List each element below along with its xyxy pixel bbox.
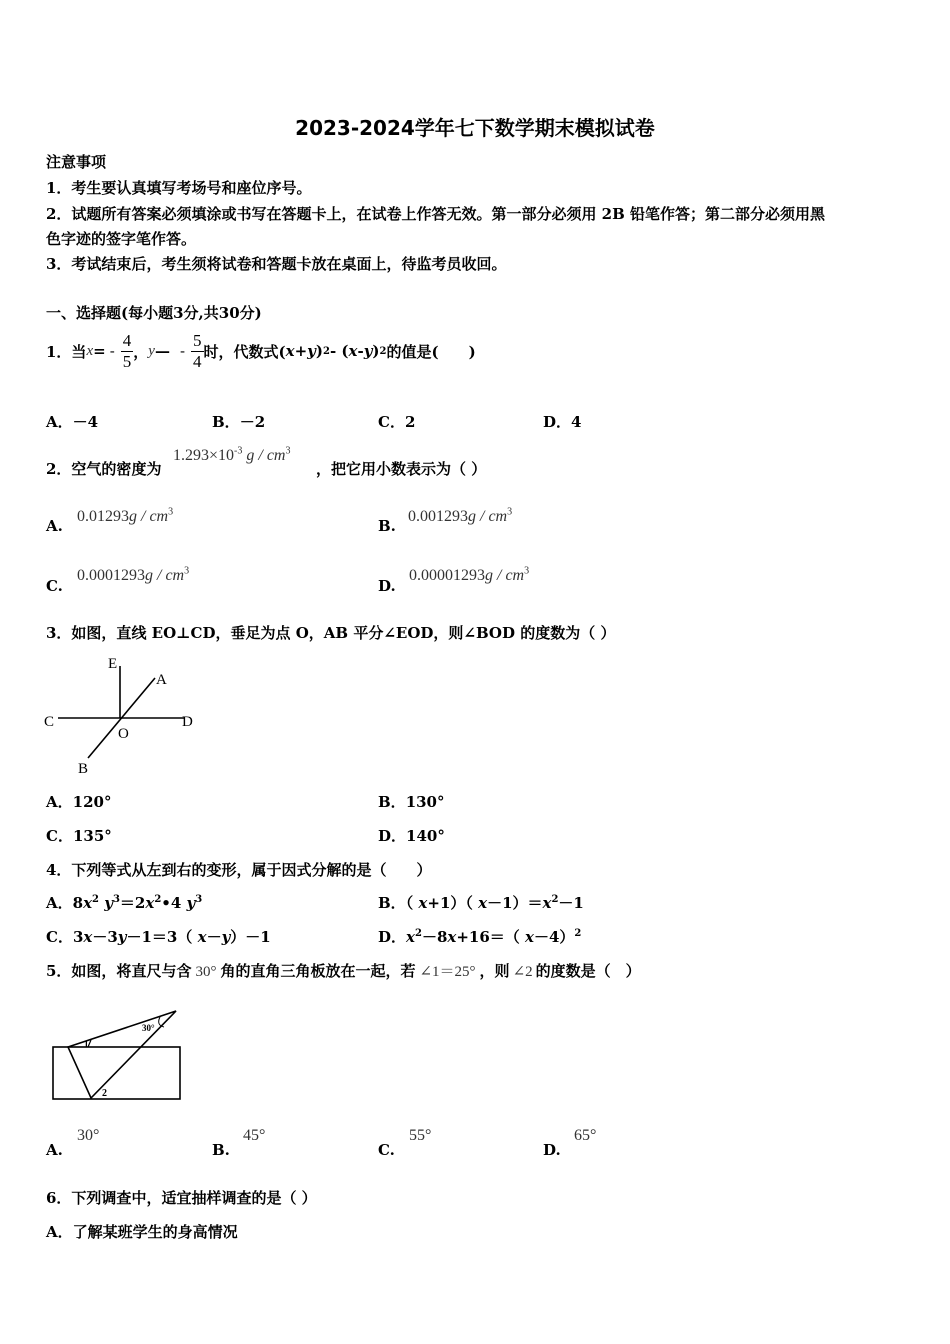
var: x — [418, 894, 428, 912]
label-o: O — [118, 726, 129, 742]
q5-figure — [46, 1005, 186, 1105]
option-value: 了解某班学生的身高情况 — [72, 1223, 238, 1241]
question-3: 3．如图，直线 EO⊥CD，垂足为点 O，AB 平分∠EOD，则∠BOD 的度数为（ ） — [46, 624, 616, 642]
q4-option-d[interactable] — [378, 926, 581, 947]
label-30deg: 30° — [142, 1023, 155, 1033]
term: +16＝（ — [456, 928, 525, 946]
label-c: C — [44, 714, 55, 730]
q2-option-a-label[interactable]: A. — [46, 517, 63, 535]
q1-y-var: y — [148, 342, 155, 359]
q1-x-var: x — [86, 342, 94, 359]
q1-sq1: 2 — [323, 345, 330, 357]
option-label: C． — [46, 827, 73, 845]
q1-expr-x2: x — [348, 342, 358, 360]
term: － — [206, 928, 222, 946]
q2-option-c-value — [77, 565, 189, 585]
q1-y-eq: — — [154, 342, 170, 360]
term: ）－1 — [230, 928, 271, 946]
q5-angle1: ∠1＝25° — [419, 964, 476, 980]
label-b: B — [78, 761, 89, 777]
q5-option-d-value: 65° — [574, 1127, 597, 1144]
q5-option-d-label[interactable]: D. — [543, 1141, 561, 1159]
option-exp: 3 — [507, 506, 513, 518]
option-unit: g / cm — [129, 508, 169, 525]
q1-eq: = — [93, 342, 106, 360]
option-label: B． — [212, 413, 240, 431]
q2-density — [173, 445, 290, 465]
notice-item-1: 1．考生要认真填写考场号和座位序号。 — [46, 179, 312, 197]
option-label: B． — [378, 793, 406, 811]
exp: 2 — [92, 894, 99, 905]
q5-option-b-label[interactable]: B. — [212, 1141, 230, 1159]
option-value: 0.001293 — [408, 508, 468, 525]
option-value: 130° — [405, 793, 445, 811]
label-d: D — [182, 714, 193, 730]
term: 3 — [72, 928, 84, 946]
q1-x-fraction — [121, 331, 134, 372]
exp: 2 — [154, 894, 162, 905]
label-2: 2 — [102, 1088, 107, 1099]
option-exp: 3 — [524, 565, 530, 577]
q2-option-b-value — [408, 506, 512, 526]
q1-comma: ， — [133, 342, 149, 361]
term: －1＝3（ — [126, 928, 198, 946]
q1-x-den: 5 — [122, 351, 132, 371]
term: －8 — [421, 928, 448, 946]
option-unit: g / cm — [468, 508, 508, 525]
term: +1）（ — [427, 894, 479, 912]
option-label: D． — [543, 413, 572, 431]
var: x — [447, 928, 457, 946]
q2-suffix: ，把它用小数表示为（ ） — [316, 460, 487, 478]
notice-item-2-cont: 色字迹的签字笔作答。 — [46, 230, 197, 248]
q2-density-base: 1.293×10 — [173, 447, 235, 464]
q1-expr-y: y — [307, 342, 316, 360]
q2-unit: g / cm — [242, 447, 286, 464]
q1-y-num: 5 — [193, 330, 202, 350]
var: x — [525, 928, 534, 946]
q3-option-c[interactable] — [46, 825, 112, 846]
q2-unit-exp: 3 — [285, 445, 291, 457]
q6-option-a[interactable] — [46, 1221, 238, 1242]
var: x — [83, 894, 93, 912]
label-a: A — [156, 672, 167, 688]
var: y — [221, 928, 231, 946]
q5-prefix: 5．如图，将直尺与含 — [46, 962, 192, 980]
q5-angle2: ∠2 — [512, 964, 533, 980]
q5-option-c-label[interactable]: C. — [378, 1141, 395, 1159]
option-unit: g / cm — [485, 567, 525, 584]
exp: 2 — [574, 928, 582, 939]
option-value: 2 — [404, 413, 416, 431]
var: y — [186, 894, 196, 912]
question-5 — [46, 960, 641, 981]
var: x — [83, 928, 93, 946]
option-unit: g / cm — [145, 567, 185, 584]
term: －4） — [533, 928, 575, 946]
q2-option-d-label[interactable]: D. — [378, 577, 396, 595]
term: －1）＝ — [487, 894, 543, 912]
q5-option-c-value: 55° — [409, 1127, 432, 1144]
q5-option-a-value: 30° — [77, 1127, 100, 1144]
q1-expr-x: x — [285, 342, 295, 360]
option-label: B． — [378, 894, 406, 912]
option-value: 140° — [406, 827, 445, 845]
q1-suffix: 的值是( ) — [386, 342, 476, 361]
option-label: A． — [46, 894, 73, 912]
var: x — [478, 894, 488, 912]
q1-prefix: 1．当 — [46, 342, 87, 361]
q2-option-d-value — [409, 565, 529, 585]
q1-option-a[interactable] — [46, 411, 98, 432]
q2-option-c-label[interactable]: C. — [46, 577, 63, 595]
q1-x-num: 4 — [122, 330, 132, 350]
option-label: C． — [46, 928, 73, 946]
question-6: 6．下列调查中，适宜抽样调查的是（ ） — [46, 1189, 317, 1207]
q5-mid: 角的直角三角板放在一起，若 — [220, 962, 416, 980]
q1-expr-y2: y — [363, 342, 373, 360]
q1-y-fraction — [191, 331, 204, 372]
q5-deg: 30° — [195, 964, 217, 980]
q4-option-a[interactable] — [46, 892, 202, 913]
option-label: D． — [378, 827, 407, 845]
q1-x-sign: - — [109, 342, 115, 360]
option-value: 0.01293 — [77, 508, 129, 525]
page-title: 2023-2024学年七下数学期末模拟试卷 — [295, 116, 655, 140]
option-exp: 3 — [168, 506, 174, 518]
q1-option-c[interactable] — [378, 411, 415, 432]
option-value: －4 — [72, 413, 99, 431]
section-heading: 一、选择题(每小题3分,共30分) — [46, 304, 262, 322]
notice-heading: 注意事项 — [46, 153, 107, 171]
q3-figure — [40, 650, 210, 780]
label-e: E — [108, 656, 118, 672]
term: 8 — [72, 894, 84, 912]
var: x — [542, 894, 552, 912]
q4-option-b[interactable] — [378, 892, 584, 913]
q3-option-a[interactable] — [46, 791, 111, 812]
exp: 3 — [112, 894, 120, 905]
var: x — [406, 928, 415, 946]
term: －1 — [558, 894, 584, 912]
term: ＝2 — [119, 894, 146, 912]
q1-option-b[interactable] — [212, 411, 265, 432]
term: •4 — [161, 894, 187, 912]
q5-option-a-label[interactable]: A. — [46, 1141, 63, 1159]
q1-option-d[interactable] — [543, 411, 581, 432]
q1-expr-minus: - ( — [329, 342, 349, 360]
notice-item-3: 3．考试结束后，考生须将试卷和答题卡放在桌面上，待监考员收回。 — [46, 255, 507, 273]
q2-prefix: 2．空气的密度为 — [46, 460, 162, 478]
option-value: 135° — [72, 827, 112, 845]
option-label: A． — [46, 1223, 73, 1241]
var: x — [145, 894, 155, 912]
option-value: 0.00001293 — [409, 567, 485, 584]
q1-expr-plus: + — [294, 342, 308, 360]
q3-option-b[interactable] — [378, 791, 445, 812]
q1-sq2: 2 — [379, 345, 387, 357]
q1-expr-minus2: - — [357, 342, 364, 360]
var: y — [117, 928, 127, 946]
notice-item-2: 2．试题所有答案必须填涂或书写在答题卡上，在试卷上作答无效。第一部分必须用 2B 铅笔作答；第二部分必须用黑 — [46, 205, 826, 223]
exp: 2 — [414, 928, 422, 939]
term: （ — [405, 894, 419, 912]
option-label: D． — [378, 928, 407, 946]
term: －3 — [92, 928, 118, 946]
option-label: A． — [46, 413, 73, 431]
q5-suffix: 的度数是（ ） — [535, 962, 641, 980]
question-1 — [46, 326, 476, 376]
option-value: －2 — [239, 413, 266, 431]
q3-option-d[interactable] — [378, 825, 445, 846]
exp: 2 — [551, 894, 559, 905]
option-label: C． — [378, 413, 405, 431]
question-4: 4．下列等式从左到右的变形，属于因式分解的是（ ） — [46, 861, 432, 879]
q1-expr-close2: ) — [372, 342, 380, 360]
option-value: 4 — [571, 413, 582, 431]
option-exp: 3 — [184, 565, 190, 577]
q2-option-a-value — [77, 506, 173, 526]
q1-y-den: 4 — [193, 351, 202, 371]
angle30-arc — [159, 1017, 164, 1027]
exp: 3 — [195, 894, 203, 905]
q2-option-b-label[interactable]: B. — [378, 517, 396, 535]
option-label: A． — [46, 793, 73, 811]
q1-when: 时，代数式( — [203, 342, 286, 361]
q5-mid2: ，则 — [479, 962, 510, 980]
q4-option-c[interactable] — [46, 926, 271, 947]
q1-y-sign: - — [179, 342, 186, 360]
label-1: 1 — [84, 1039, 89, 1049]
var: x — [197, 928, 207, 946]
var: y — [99, 894, 113, 912]
q5-option-b-value: 45° — [243, 1127, 266, 1144]
option-value: 120° — [72, 793, 112, 811]
q1-expr-close1: ) — [315, 342, 323, 360]
q2-density-exp: -3 — [234, 445, 243, 457]
option-value: 0.0001293 — [77, 567, 145, 584]
